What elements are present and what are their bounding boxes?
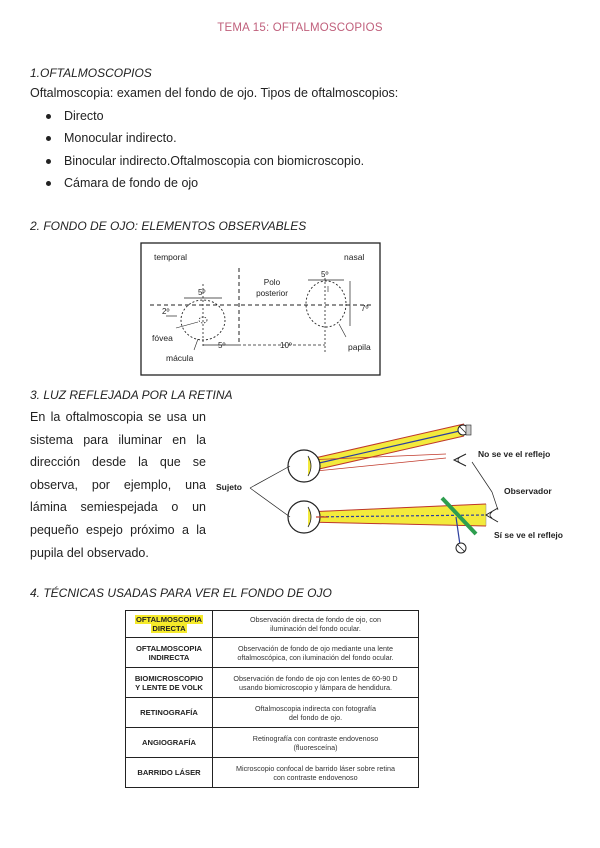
- deg-5-bottom-label: 5º: [218, 341, 226, 350]
- deg-2-label: 2º: [162, 307, 170, 316]
- table-row: [126, 758, 419, 788]
- table-row: [126, 611, 419, 638]
- section-1-intro: Oftalmoscopia: examen del fondo de ojo. Tipos de oftalmoscopios:: [30, 86, 399, 100]
- nasal-label: nasal: [344, 252, 365, 262]
- sujeto-label: Sujeto: [216, 482, 242, 492]
- technique-name: RETINOGRAFÍA: [126, 698, 213, 728]
- technique-description: Observación de fondo de ojo mediante una lente oftalmoscópica, con iluminación del fondo ocular.: [213, 638, 419, 668]
- techniques-table: [125, 610, 419, 788]
- papila-label: papila: [348, 342, 371, 352]
- technique-name: ANGIOGRAFÍA: [126, 728, 213, 758]
- section-1-heading: 1.OFTALMOSCOPIOS: [30, 66, 152, 80]
- deg-7-label: 7º: [361, 304, 369, 313]
- fundus-diagram: [140, 242, 381, 376]
- ophthalmoscope-types-list: [46, 106, 364, 195]
- macula-label: mácula: [166, 353, 194, 363]
- section-3-paragraph: En la oftalmoscopia se usa un sistema para iluminar en la dirección desde la que se observa, por ejemplo, una lámina semiespejada o un pequeño espejo próximo a la pupila del observado.: [30, 410, 206, 560]
- polo-label-1: Polo: [263, 278, 281, 287]
- technique-description: Microscopio confocal de barrido láser sobre retina con contraste endovenoso: [213, 758, 419, 788]
- technique-name: BIOMICROSCOPIO Y LENTE DE VOLK: [126, 668, 213, 698]
- table-row: [126, 728, 419, 758]
- fovea-label: fóvea: [152, 333, 173, 343]
- polo-label-2: posterior: [256, 289, 288, 298]
- list-item: Monocular indirecto.: [46, 128, 364, 150]
- technique-description: Oftalmoscopia indirecta con fotografía del fondo de ojo.: [213, 698, 419, 728]
- section-2-heading: 2. FONDO DE OJO: ELEMENTOS OBSERVABLES: [30, 219, 307, 233]
- observador-label: Observador: [504, 486, 552, 496]
- section-4-heading: 4. TÉCNICAS USADAS PARA VER EL FONDO DE OJO: [30, 586, 332, 600]
- technique-name: OFTALMOSCOPIA INDIRECTA: [126, 638, 213, 668]
- table-row: [126, 698, 419, 728]
- reflection-diagram: [216, 410, 582, 560]
- temporal-label: temporal: [154, 252, 188, 262]
- technique-description: Retinografía con contraste endovenoso (fluoresceína): [213, 728, 419, 758]
- deg-5-left-label: 5º: [198, 288, 206, 297]
- deg-10-label: 10º: [280, 341, 292, 350]
- section-3-heading: 3. LUZ REFLEJADA POR LA RETINA: [30, 388, 233, 402]
- table-row: [126, 668, 419, 698]
- list-item: Cámara de fondo de ojo: [46, 173, 364, 195]
- si-reflejo-label: Sí se ve el reflejo: [494, 530, 563, 540]
- table-row: [126, 638, 419, 668]
- deg-5-right-label: 5º: [321, 270, 329, 279]
- technique-name: OFTALMOSCOPIA DIRECTA: [126, 611, 213, 638]
- list-item: Binocular indirecto.Oftalmoscopia con biomicroscopio.: [46, 151, 364, 173]
- no-reflejo-label: No se ve el reflejo: [478, 449, 551, 459]
- technique-name: BARRIDO LÁSER: [126, 758, 213, 788]
- technique-description: Observación directa de fondo de ojo, con iluminación del fondo ocular.: [213, 611, 419, 638]
- technique-description: Observación de fondo de ojo con lentes de 60-90 D usando biomicroscopio y lámpara de hendidura.: [213, 668, 419, 698]
- page-title: TEMA 15: OFTALMOSCOPIOS: [217, 22, 383, 34]
- list-item: Directo: [46, 106, 364, 128]
